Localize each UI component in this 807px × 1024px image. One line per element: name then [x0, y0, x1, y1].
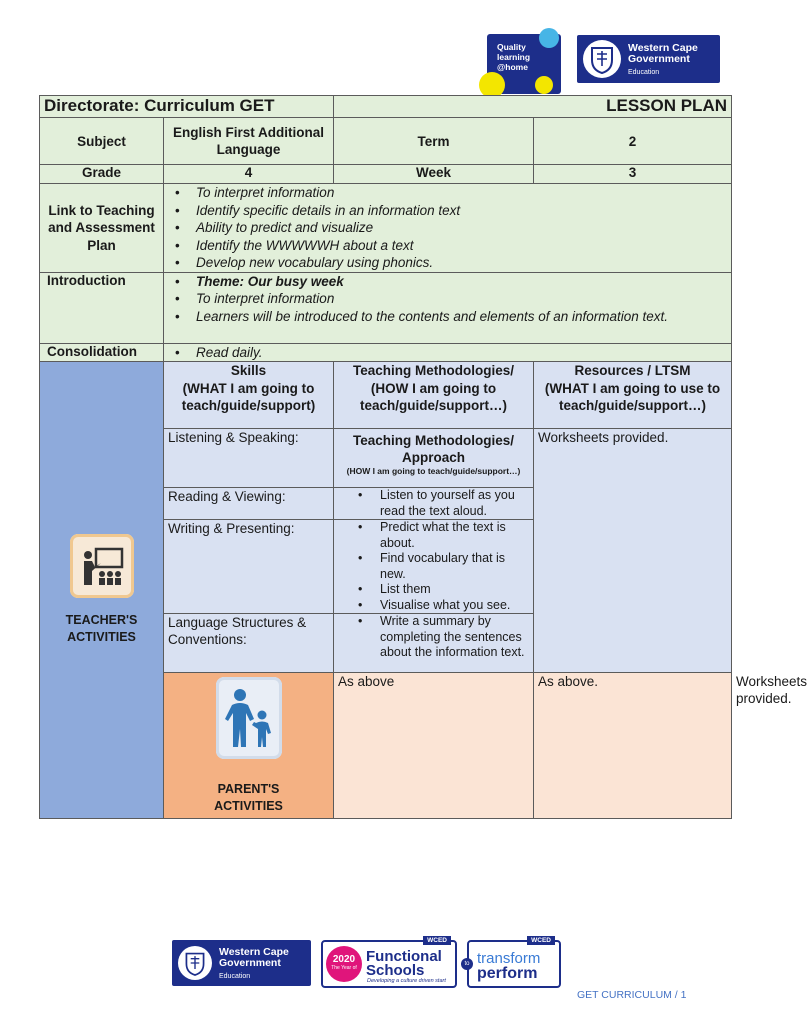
functional-schools-text: Functional Schools: [366, 948, 442, 979]
resources-header: Resources / LTSM (WHAT I am going to use to teach/guide/support…): [534, 362, 732, 429]
footer-wcg-name: Western Cape Government: [219, 945, 289, 969]
listening-skill: Listening & Speaking:: [164, 429, 334, 488]
link-label: Link to Teaching and Assessment Plan: [40, 184, 164, 273]
parent-methods: As above.: [534, 673, 732, 819]
western-cape-government-logo: [577, 35, 720, 83]
parent-activities-side: [164, 673, 334, 819]
functional-schools-tagline: Developing a culture driven start: [367, 978, 446, 984]
term-value: 2: [534, 118, 732, 165]
teacher-resources: Worksheets provided.: [534, 429, 732, 673]
activities-header-row: [40, 362, 732, 429]
teacher-activities-label: TEACHER'S ACTIVITIES: [65, 613, 138, 644]
transform-text: transform: [477, 950, 541, 967]
coat-of-arms-icon: [583, 40, 621, 78]
subject-row: [40, 118, 732, 165]
year-badge-year: 2020: [332, 954, 356, 965]
introduction-cell: [164, 272, 732, 343]
year-badge-sub: The Year of: [331, 965, 357, 971]
methods-title: Teaching Methodologies/ Approach: [352, 433, 514, 465]
subject-label: Subject: [40, 118, 164, 165]
to-badge: to: [461, 958, 473, 970]
link-list: [168, 184, 727, 272]
list-item: • Read daily.: [196, 344, 727, 362]
introduction-label: Introduction: [40, 272, 164, 343]
language-methods: [338, 614, 529, 661]
quality-learning-logo: [487, 34, 561, 94]
directorate-title: Directorate: Curriculum GET: [40, 96, 334, 118]
grade-value: 4: [164, 165, 334, 184]
transform-perform-logo: [464, 937, 561, 988]
functional-schools-logo: [321, 937, 457, 988]
writing-methods: [338, 520, 529, 613]
consolidation-label: Consolidation: [40, 343, 164, 362]
coat-of-arms-icon: [178, 946, 212, 980]
reading-methods: [338, 488, 529, 519]
year-badge: [326, 946, 362, 982]
consolidation-row: [40, 343, 732, 362]
grade-label: Grade: [40, 165, 164, 184]
link-cell: [164, 184, 732, 273]
list-item: • Identify specific details in an information text: [196, 202, 727, 220]
wced-tag: WCED: [423, 936, 451, 945]
page-footer-label: GET CURRICULUM / 1: [577, 989, 687, 1001]
grade-row: [40, 165, 732, 184]
list-item: • List them: [380, 582, 529, 598]
list-item: • Develop new vocabulary using phonics.: [196, 254, 727, 272]
writing-skill: Writing & Presenting:: [164, 520, 334, 614]
methods-header: Teaching Methodologies/ (HOW I am going to teach/guide/support…): [334, 362, 534, 429]
list-item: • Find vocabulary that is new.: [380, 551, 529, 582]
footer-logos: [172, 937, 561, 990]
parent-activities-label: PARENT'S ACTIVITIES: [214, 781, 283, 813]
list-item: • Learners will be introduced to the contents and elements of an information text.: [196, 308, 727, 326]
writing-methods-cell: [334, 520, 534, 614]
footer-wcg-department: Education: [219, 972, 251, 980]
teacher-presentation-icon: [70, 534, 134, 598]
parent-child-icon: [216, 677, 282, 759]
methods-title-cell: [334, 429, 534, 488]
subject-value: English First Additional Language: [164, 118, 334, 165]
wced-tag: WCED: [527, 936, 555, 945]
methods-subtitle: (HOW I am going to teach/guide/support…): [346, 466, 521, 476]
introduction-list: [168, 273, 727, 326]
footer-wcg-logo: [172, 940, 311, 986]
perform-text: perform: [477, 965, 538, 982]
list-item: • Predict what the text is about.: [380, 520, 529, 551]
reading-methods-cell: [334, 488, 534, 520]
list-item: • Listen to yourself as you read the text aloud.: [380, 488, 529, 519]
consolidation-list: [168, 344, 727, 362]
wcg-department: Education: [628, 68, 660, 76]
parent-row: PARENT'S ACTIVITIES As above As above. Worksheets provided.: [40, 673, 732, 819]
list-item: • To interpret information: [196, 184, 727, 202]
wcg-name: Western Cape Government: [628, 41, 698, 65]
list-item: • To interpret information: [196, 290, 727, 308]
list-item: • Ability to predict and visualize: [196, 219, 727, 237]
list-item: • Identify the WWWWWH about a text: [196, 237, 727, 255]
consolidation-cell: [164, 343, 732, 362]
introduction-row: [40, 272, 732, 343]
quality-learning-text: Quality learning @home: [497, 42, 531, 72]
reading-skill: Reading & Viewing:: [164, 488, 334, 520]
list-item: • Visualise what you see.: [380, 598, 529, 614]
lesson-plan-table: [39, 95, 807, 819]
term-label: Term: [334, 118, 534, 165]
week-label: Week: [334, 165, 534, 184]
skills-header: Skills (WHAT I am going to teach/guide/support): [164, 362, 334, 429]
logo-dot: [535, 76, 553, 94]
list-item: • Theme: Our busy week: [196, 273, 727, 291]
language-methods-cell: [334, 614, 534, 673]
title-row: [40, 96, 732, 118]
list-item: • Write a summary by completing the sentences about the information text.: [380, 614, 529, 661]
link-row: [40, 184, 732, 273]
teacher-activities-side: [40, 362, 164, 819]
lesson-plan-title: LESSON PLAN: [334, 96, 732, 118]
language-skill: Language Structures & Conventions:: [164, 614, 334, 673]
parent-skills: As above: [334, 673, 534, 819]
week-value: 3: [534, 165, 732, 184]
